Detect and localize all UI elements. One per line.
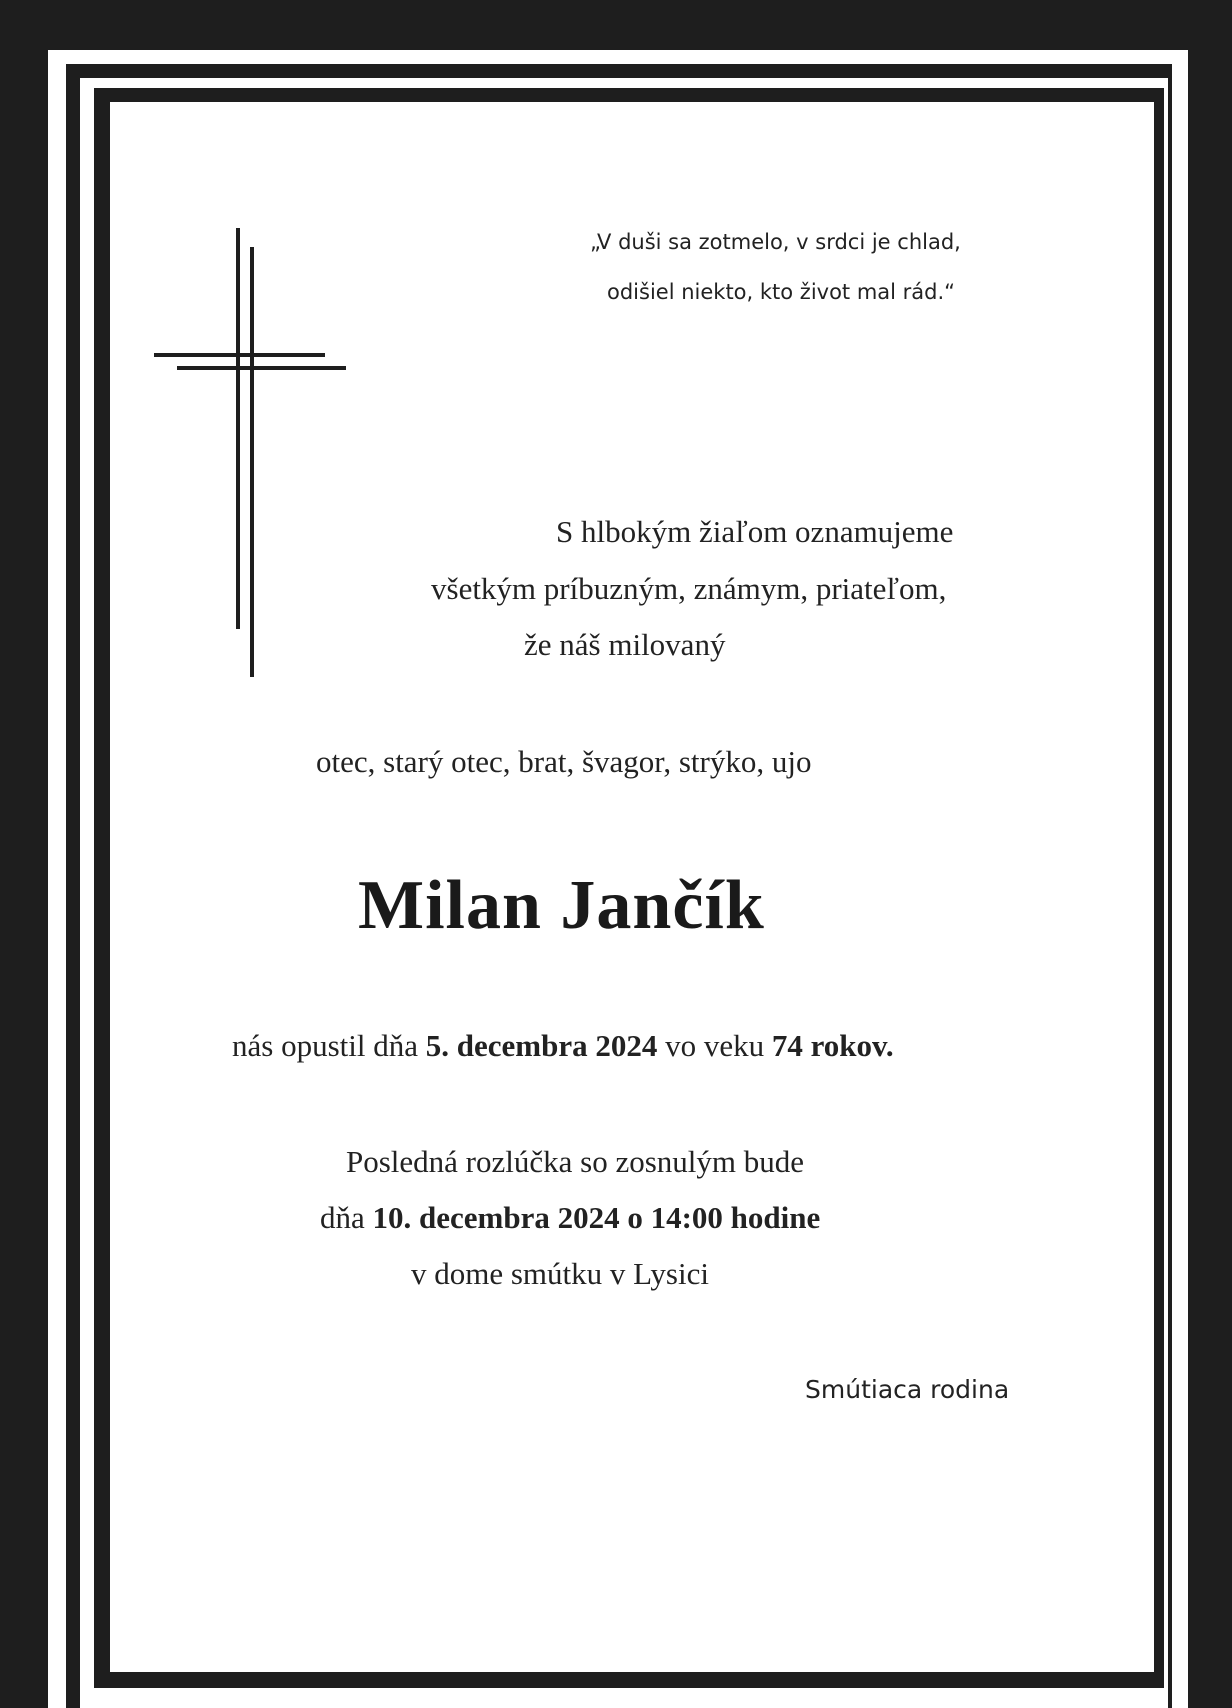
quote-line-1: „V duši sa zotmelo, v srdci je chlad,	[590, 230, 961, 254]
cross-vertical-bar-front	[236, 228, 240, 629]
farewell-location: v dome smútku v Lysici	[411, 1256, 709, 1291]
death-prefix: nás opustil dňa	[232, 1028, 426, 1063]
death-announcement	[232, 1028, 894, 1064]
cross-vertical-bar-back	[250, 247, 254, 677]
deceased-name: Milan Jančík	[358, 867, 765, 944]
intro-line-2: všetkým príbuzným, známym, priateľom,	[431, 571, 947, 606]
death-date: 5. decembra 2024	[425, 1028, 658, 1063]
signature: Smútiaca rodina	[805, 1375, 1010, 1404]
quote-line-2: odišiel niekto, kto život mal rád.“	[607, 280, 956, 304]
intro-line-1: S hlbokým žiaľom oznamujeme	[556, 514, 954, 549]
farewell-line-2	[320, 1200, 820, 1236]
death-age: 74 rokov.	[771, 1028, 894, 1063]
cross-horizontal-bar-back	[177, 366, 346, 370]
farewell-line-1: Posledná rozlúčka so zosnulým bude	[346, 1144, 805, 1179]
family-relations: otec, starý otec, brat, švagor, strýko, ujo	[316, 744, 812, 779]
farewell-prefix: dňa	[320, 1200, 373, 1235]
intro-line-3: že náš milovaný	[524, 627, 726, 662]
farewell-datetime: 10. decembra 2024 o 14:00 hodine	[372, 1200, 821, 1235]
death-middle: vo veku	[657, 1028, 772, 1063]
cross-horizontal-bar-front	[154, 353, 325, 357]
